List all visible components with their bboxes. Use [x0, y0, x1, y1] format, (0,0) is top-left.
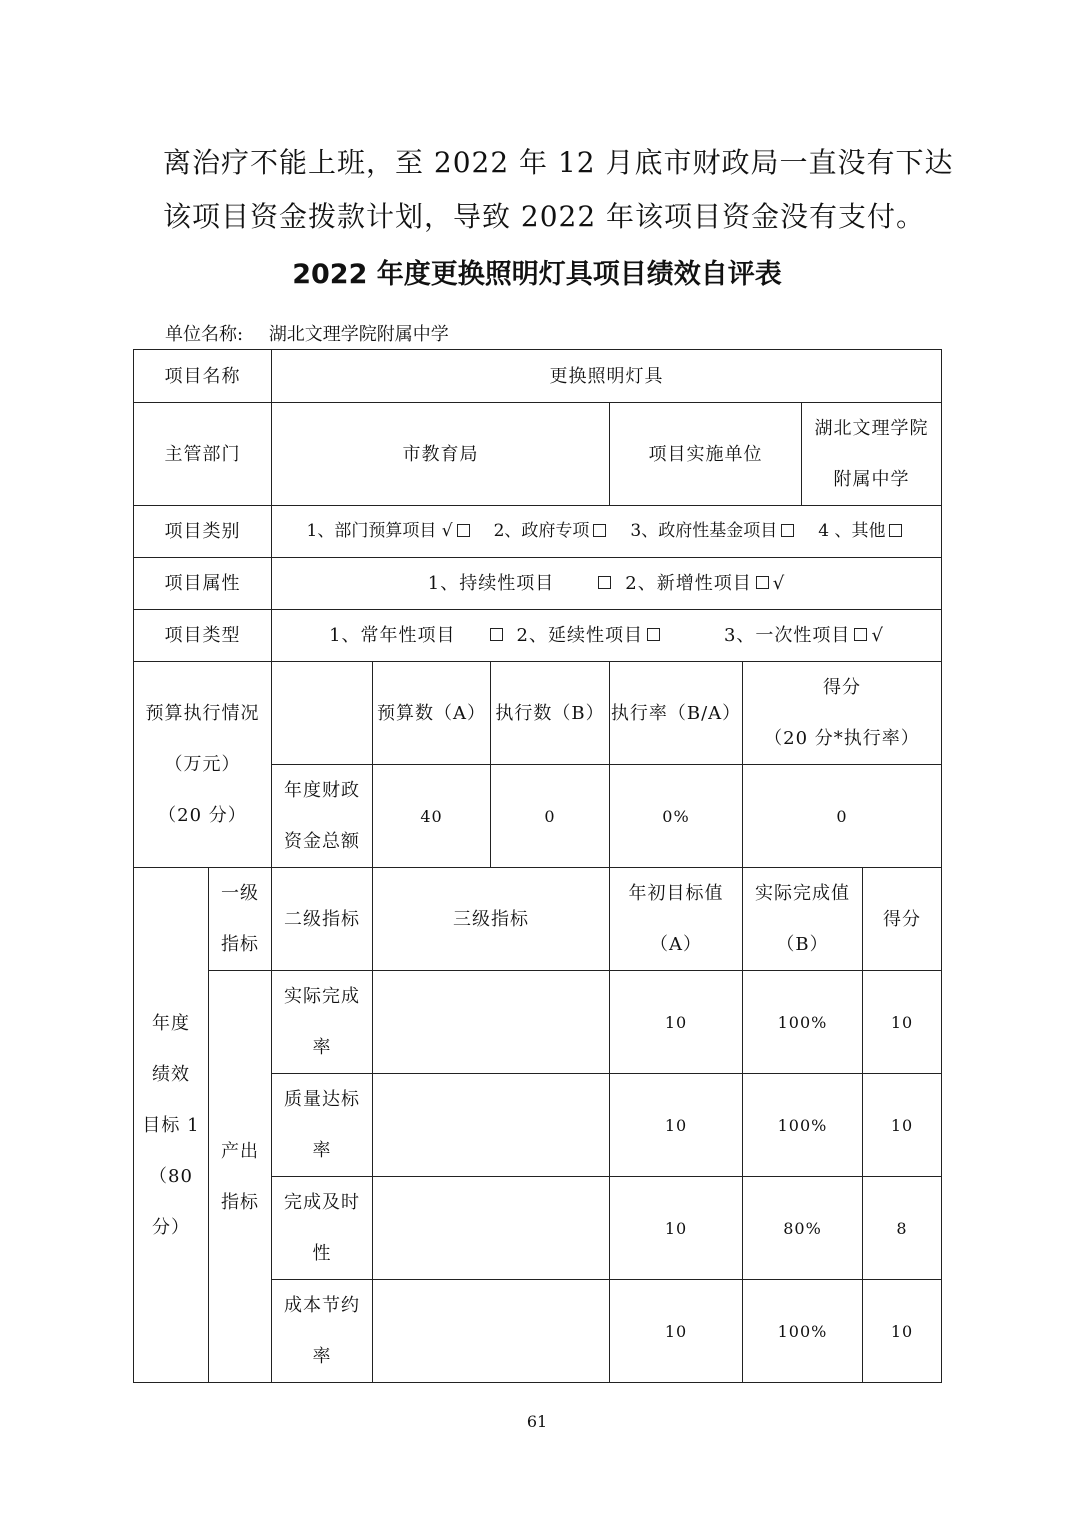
- budget-value-a: 40: [373, 765, 491, 868]
- category-options: [272, 506, 942, 558]
- checkbox-icon: [756, 576, 769, 589]
- actual-value: 100%: [743, 1280, 863, 1383]
- category-option-3: 3、政府性基金项目: [630, 521, 798, 541]
- attribute-option-2: 2、新增性项目 √: [625, 573, 786, 594]
- type-option-1: 1、常年性项目: [329, 625, 456, 646]
- budget-value-rate: 0%: [610, 765, 743, 868]
- fund-label: 年度财政 资金总额: [272, 765, 373, 868]
- category-option-4: 4 、其他: [818, 521, 906, 541]
- attribute-label: 项目属性: [134, 558, 272, 610]
- budget-header-b: 执行数（B）: [491, 662, 610, 765]
- level3-indicator: [373, 1280, 610, 1383]
- budget-blank-header: [272, 662, 373, 765]
- checkbox-icon: [593, 524, 606, 537]
- level1-header: 一级 指标: [209, 868, 272, 971]
- checkbox-icon: [598, 576, 611, 589]
- project-name-row: [134, 350, 942, 403]
- impl-unit-line-1: 湖北文理学院: [814, 418, 929, 439]
- attribute-option-1: 1、持续性项目: [427, 573, 555, 594]
- annual-goal-label: 年度 绩效 目标 1 （80 分）: [134, 868, 209, 1383]
- actual-header: 实际完成值 （B）: [743, 868, 863, 971]
- level2-header: 二级指标: [272, 868, 373, 971]
- category-option-2: 2、政府专项: [494, 521, 611, 541]
- budget-value-score: 0: [743, 765, 942, 868]
- indicator-row: [134, 971, 942, 1074]
- impl-unit-line-2: 附属中学: [833, 469, 910, 490]
- target-value: 10: [610, 1280, 743, 1383]
- type-option-2: 2、延续性项目: [517, 625, 664, 646]
- actual-value: 100%: [743, 971, 863, 1074]
- budget-header-rate: 执行率（B/A）: [610, 662, 743, 765]
- level2-indicator: 质量达标 率: [272, 1074, 373, 1177]
- level3-header: 三级指标: [373, 868, 610, 971]
- budget-header-row: [134, 662, 942, 765]
- paragraph-line-2: 该项目资金拨款计划，导致 2022 年该项目资金没有支付。: [163, 200, 926, 233]
- unit-name-value: 湖北文理学院附属中学: [268, 324, 449, 345]
- impl-unit-label: 项目实施单位: [610, 403, 802, 506]
- impl-unit-value: [802, 403, 942, 506]
- budget-value-b: 0: [491, 765, 610, 868]
- type-row: [134, 610, 942, 662]
- paragraph-line-1: 离治疗不能上班，至 2022 年 12 月底市财政局一直没有下达: [163, 146, 954, 179]
- type-label: 项目类型: [134, 610, 272, 662]
- category-option-1: 1、部门预算项目 √: [307, 521, 474, 541]
- indicator-score: 10: [863, 1074, 942, 1177]
- department-row: [134, 403, 942, 506]
- type-option-3: 3、一次性项目 √: [723, 625, 884, 646]
- evaluation-table: [133, 349, 942, 1383]
- actual-value: 80%: [743, 1177, 863, 1280]
- checkbox-icon: [490, 628, 503, 641]
- dept-value: 市教育局: [272, 403, 610, 506]
- level3-indicator: [373, 971, 610, 1074]
- type-options: [272, 610, 942, 662]
- attribute-options: [272, 558, 942, 610]
- unit-name-label: 单位名称:: [165, 324, 244, 345]
- indicator-score: 8: [863, 1177, 942, 1280]
- project-name-label: 项目名称: [134, 350, 272, 403]
- page-number: 61: [526, 1412, 548, 1431]
- category-row: [134, 506, 942, 558]
- budget-score-header: 得分 （20 分*执行率）: [743, 662, 942, 765]
- target-value: 10: [610, 1074, 743, 1177]
- project-name-value: 更换照明灯具: [272, 350, 942, 403]
- category-label: 项目类别: [134, 506, 272, 558]
- target-value: 10: [610, 971, 743, 1074]
- indicator-score-header: 得分: [863, 868, 942, 971]
- indicator-score: 10: [863, 1280, 942, 1383]
- output-indicator-label: 产出 指标: [209, 971, 272, 1383]
- budget-header-a: 预算数（A）: [373, 662, 491, 765]
- checkbox-icon: [781, 524, 794, 537]
- budget-label: 预算执行情况 （万元） （20 分）: [134, 662, 272, 868]
- indicator-header-row: [134, 868, 942, 971]
- page-title: 2022 年度更换照明灯具项目绩效自评表: [292, 259, 782, 290]
- level3-indicator: [373, 1177, 610, 1280]
- level2-indicator: 实际完成 率: [272, 971, 373, 1074]
- indicator-score: 10: [863, 971, 942, 1074]
- checkbox-icon: [854, 628, 867, 641]
- level2-indicator: 完成及时 性: [272, 1177, 373, 1280]
- checkmark-icon: √: [772, 573, 786, 594]
- target-value: 10: [610, 1177, 743, 1280]
- checkmark-icon: √: [871, 625, 884, 646]
- level3-indicator: [373, 1074, 610, 1177]
- attribute-row: [134, 558, 942, 610]
- checkbox-icon: [457, 524, 470, 537]
- target-header: 年初目标值 （A）: [610, 868, 743, 971]
- actual-value: 100%: [743, 1074, 863, 1177]
- checkbox-icon: [647, 628, 660, 641]
- level2-indicator: 成本节约 率: [272, 1280, 373, 1383]
- unit-name-row: [165, 320, 449, 346]
- checkbox-icon: [889, 524, 902, 537]
- dept-label: 主管部门: [134, 403, 272, 506]
